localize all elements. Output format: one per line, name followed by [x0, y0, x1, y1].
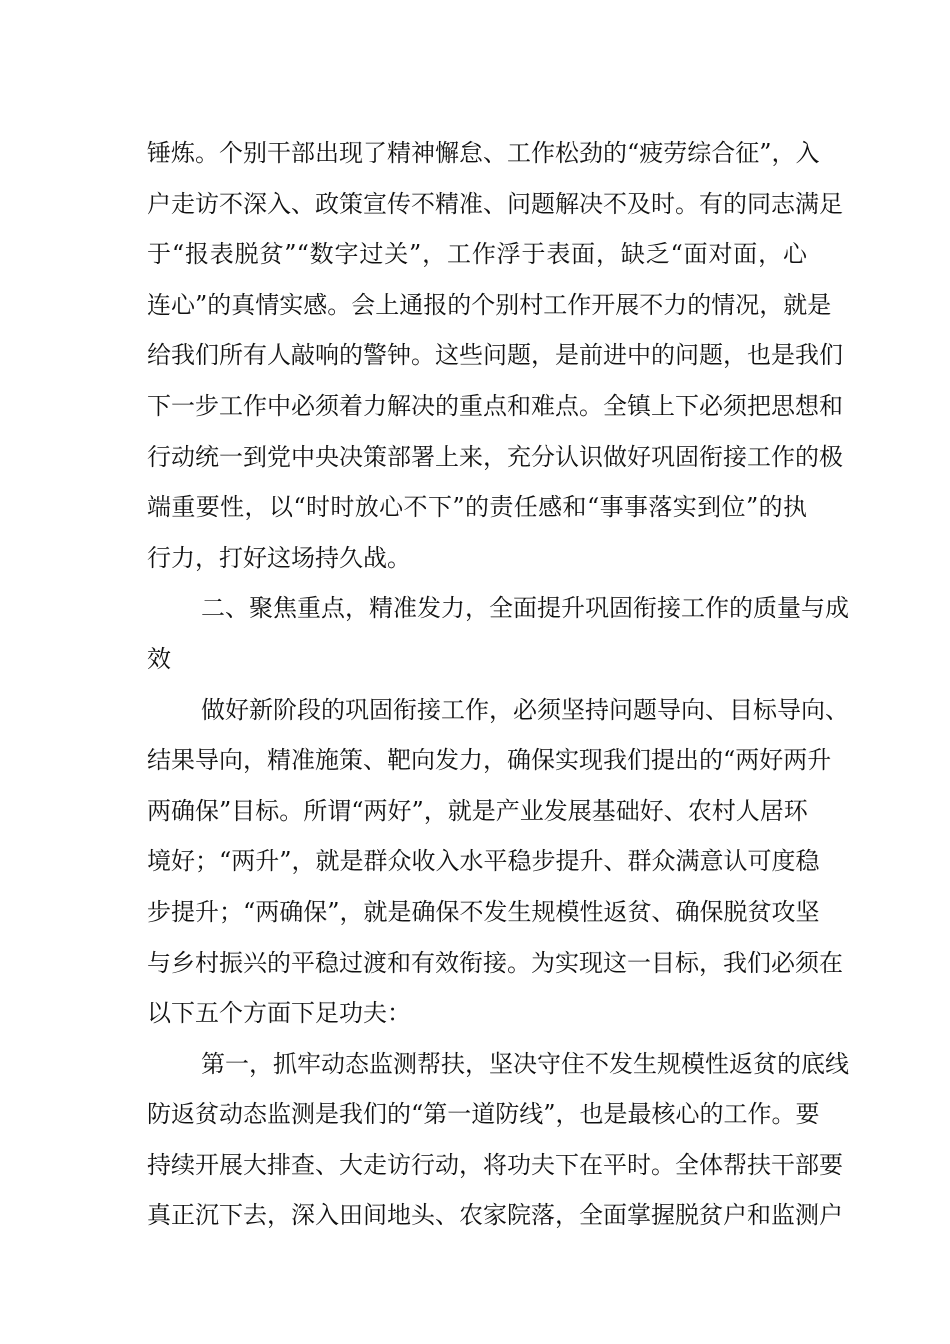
text-line: 以下五个方面下足功夫： — [147, 999, 411, 1028]
text-line: 于“报表脱贫”“数字过关”，工作浮于表面，缺乏“面对面，心 — [147, 240, 807, 269]
heading-line: 效 — [147, 644, 171, 673]
text-line: 与乡村振兴的平稳过渡和有效衔接。为实现这一目标，我们必须在 — [147, 948, 843, 977]
document-body — [147, 128, 849, 1241]
heading-line: 二、聚焦重点，精准发力，全面提升巩固衔接工作的质量与成 — [201, 594, 849, 623]
text-line: 行动统一到党中央决策部署上来，充分认识做好巩固衔接工作的极 — [147, 442, 843, 471]
text-line: 端重要性，以“时时放心不下”的责任感和“事事落实到位”的执 — [147, 493, 807, 522]
text-line: 持续开展大排查、大走访行动，将功夫下在平时。全体帮扶干部要 — [147, 1150, 843, 1179]
paragraph-3 — [147, 1039, 849, 1241]
section-heading-2 — [147, 583, 849, 684]
text-line: 下一步工作中必须着力解决的重点和难点。全镇上下必须把思想和 — [147, 391, 843, 420]
paragraph-1 — [147, 128, 843, 583]
text-line: 行力，打好这场持久战。 — [147, 543, 411, 572]
text-line: 第一，抓牢动态监测帮扶，坚决守住不发生规模性返贫的底线 — [201, 1049, 849, 1078]
text-line: 户走访不深入、政策宣传不精准、问题解决不及时。有的同志满足 — [147, 189, 843, 218]
text-line: 连心”的真情实感。会上通报的个别村工作开展不力的情况，就是 — [147, 290, 832, 319]
text-line: 真正沉下去，深入田间地头、农家院落，全面掌握脱贫户和监测户 — [147, 1201, 843, 1230]
text-line: 给我们所有人敲响的警钟。这些问题，是前进中的问题，也是我们 — [147, 341, 843, 370]
text-line: 两确保”目标。所谓“两好”，就是产业发展基础好、农村人居环 — [147, 796, 808, 825]
text-line: 结果导向，精准施策、靶向发力，确保实现我们提出的“两好两升 — [147, 746, 832, 775]
paragraph-2 — [147, 685, 849, 1039]
text-line: 步提升；“两确保”，就是确保不发生规模性返贫、确保脱贫攻坚 — [147, 897, 820, 926]
text-line: 锤炼。个别干部出现了精神懈怠、工作松劲的“疲劳综合征”，入 — [147, 139, 820, 167]
text-line: 境好；“两升”，就是群众收入水平稳步提升、群众满意认可度稳 — [147, 847, 820, 876]
text-line: 防返贫动态监测是我们的“第一道防线”，也是最核心的工作。要 — [147, 1100, 820, 1129]
text-line: 做好新阶段的巩固衔接工作，必须坚持问题导向、目标导向、 — [201, 695, 849, 724]
